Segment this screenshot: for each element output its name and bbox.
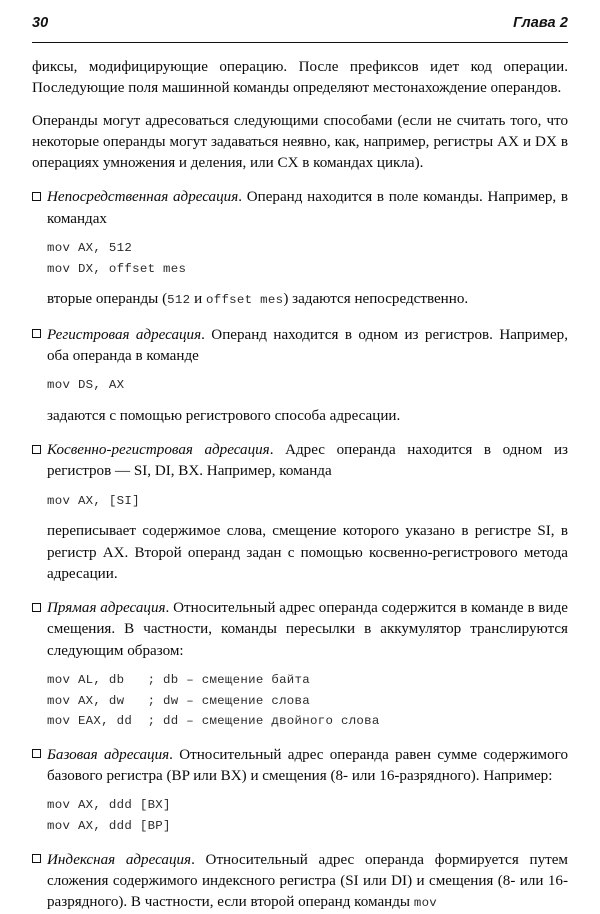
tail-text-mid: и: [190, 291, 206, 308]
code-line: mov AX, [SI]: [47, 493, 140, 508]
addressing-modes-list: [32, 187, 568, 914]
square-bullet-icon: [32, 749, 41, 758]
code-line: mov DX, offset mes: [47, 261, 187, 276]
list-item: [32, 850, 568, 914]
term-label: Регистровая адресация: [47, 326, 202, 343]
list-item-tail: задаются с помощью регистрового способа адресации.: [47, 407, 401, 424]
term-description: . Адрес операнда находится в одном из регистров — SI, DI, BX. Например, команда: [47, 442, 568, 480]
list-item: [32, 325, 568, 427]
list-item-tail: [47, 289, 568, 311]
code-block: [47, 238, 568, 279]
inline-code: offset mes: [205, 293, 284, 308]
code-line: mov AL, db ; db – смещение байта: [47, 673, 311, 688]
square-bullet-icon: [32, 192, 41, 201]
code-line: mov AX, ddd [BP]: [47, 818, 171, 833]
tail-text-before: вторые операнды (: [47, 291, 168, 308]
code-line: mov EAX, dd ; dd – смещение двойного слова: [47, 714, 380, 729]
term-description: . Относительный адрес операнда формируется путем сложения содержимого индексного регистра (SI или DI) и смещения (8- или 16-разрядного). В частности, если второй операнд команды: [47, 851, 568, 911]
list-item-text: [47, 745, 568, 788]
page-number: 30: [32, 15, 49, 31]
tail-text-after: ) задаются непосредственно.: [283, 291, 469, 308]
code-block: [47, 375, 568, 396]
body-paragraph-2: Операнды могут адресоваться следующими способами (если не считать того, что некоторые операнды могут задаваться неявно, как, например, регистры AX и DX в операциях умножения и деления, или CX в командах цикла).: [32, 112, 568, 172]
square-bullet-icon: [32, 854, 41, 863]
term-label: Прямая адресация: [47, 600, 166, 617]
list-item-tail: переписывает содержимое слова, смещение которого указано в регистре SI, в регистр AX. Второй операнд задан с помощью косвенно-регистрового метода адресации.: [47, 523, 568, 582]
list-item: [32, 187, 568, 311]
code-line: mov AX, dw ; dw – смещение слова: [47, 693, 311, 708]
code-line: mov AX, 512: [47, 241, 133, 256]
chapter-label: Глава 2: [513, 15, 568, 31]
term-description: . Относительный адрес операнда содержится в команде в виде смещения. В частности, команды пересылки в аккумулятор транслируются следующим образом:: [47, 600, 568, 659]
square-bullet-icon: [32, 603, 41, 612]
code-block: [47, 491, 568, 512]
list-item-text: [47, 598, 568, 662]
document-page: [0, 15, 600, 911]
term-description: . Операнд находится в поле команды. Например, в командах: [47, 189, 568, 227]
list-item-text: [47, 440, 568, 483]
code-block: [47, 670, 568, 732]
code-line: mov AX, ddd [BX]: [47, 798, 171, 813]
code-line: mov DS, AX: [47, 378, 125, 393]
list-item: [32, 598, 568, 732]
inline-code: 512: [167, 293, 191, 308]
header-rule: [32, 42, 568, 43]
term-label: Индексная адресация: [47, 851, 192, 868]
body-paragraph-1: фиксы, модифицирующие операцию. После префиксов идет код операции. Последующие поля машинной команды определяют местонахождение операндов.: [32, 59, 568, 97]
code-block: [47, 795, 568, 836]
square-bullet-icon: [32, 329, 41, 338]
text-column: [32, 57, 568, 914]
square-bullet-icon: [32, 445, 41, 454]
list-item-text: [47, 325, 568, 368]
list-item-text: [47, 850, 568, 914]
list-item-text: [47, 187, 568, 230]
term-description: . Относительный адрес операнда равен сумме содержимого базового регистра (BP или BX) и смещения (8- или 16-разрядного). Например:: [47, 746, 568, 785]
list-item: [32, 440, 568, 585]
list-item: [32, 745, 568, 837]
term-description: . Операнд находится в одном из регистров. Например, оба операнда в команде: [47, 326, 568, 364]
term-label: Косвенно-регистровая адресация: [47, 442, 270, 459]
running-head: [32, 16, 568, 40]
term-label: Базовая адресация: [47, 746, 170, 763]
term-label: Непосредственная адресация: [47, 189, 239, 206]
inline-code: mov: [413, 896, 438, 911]
